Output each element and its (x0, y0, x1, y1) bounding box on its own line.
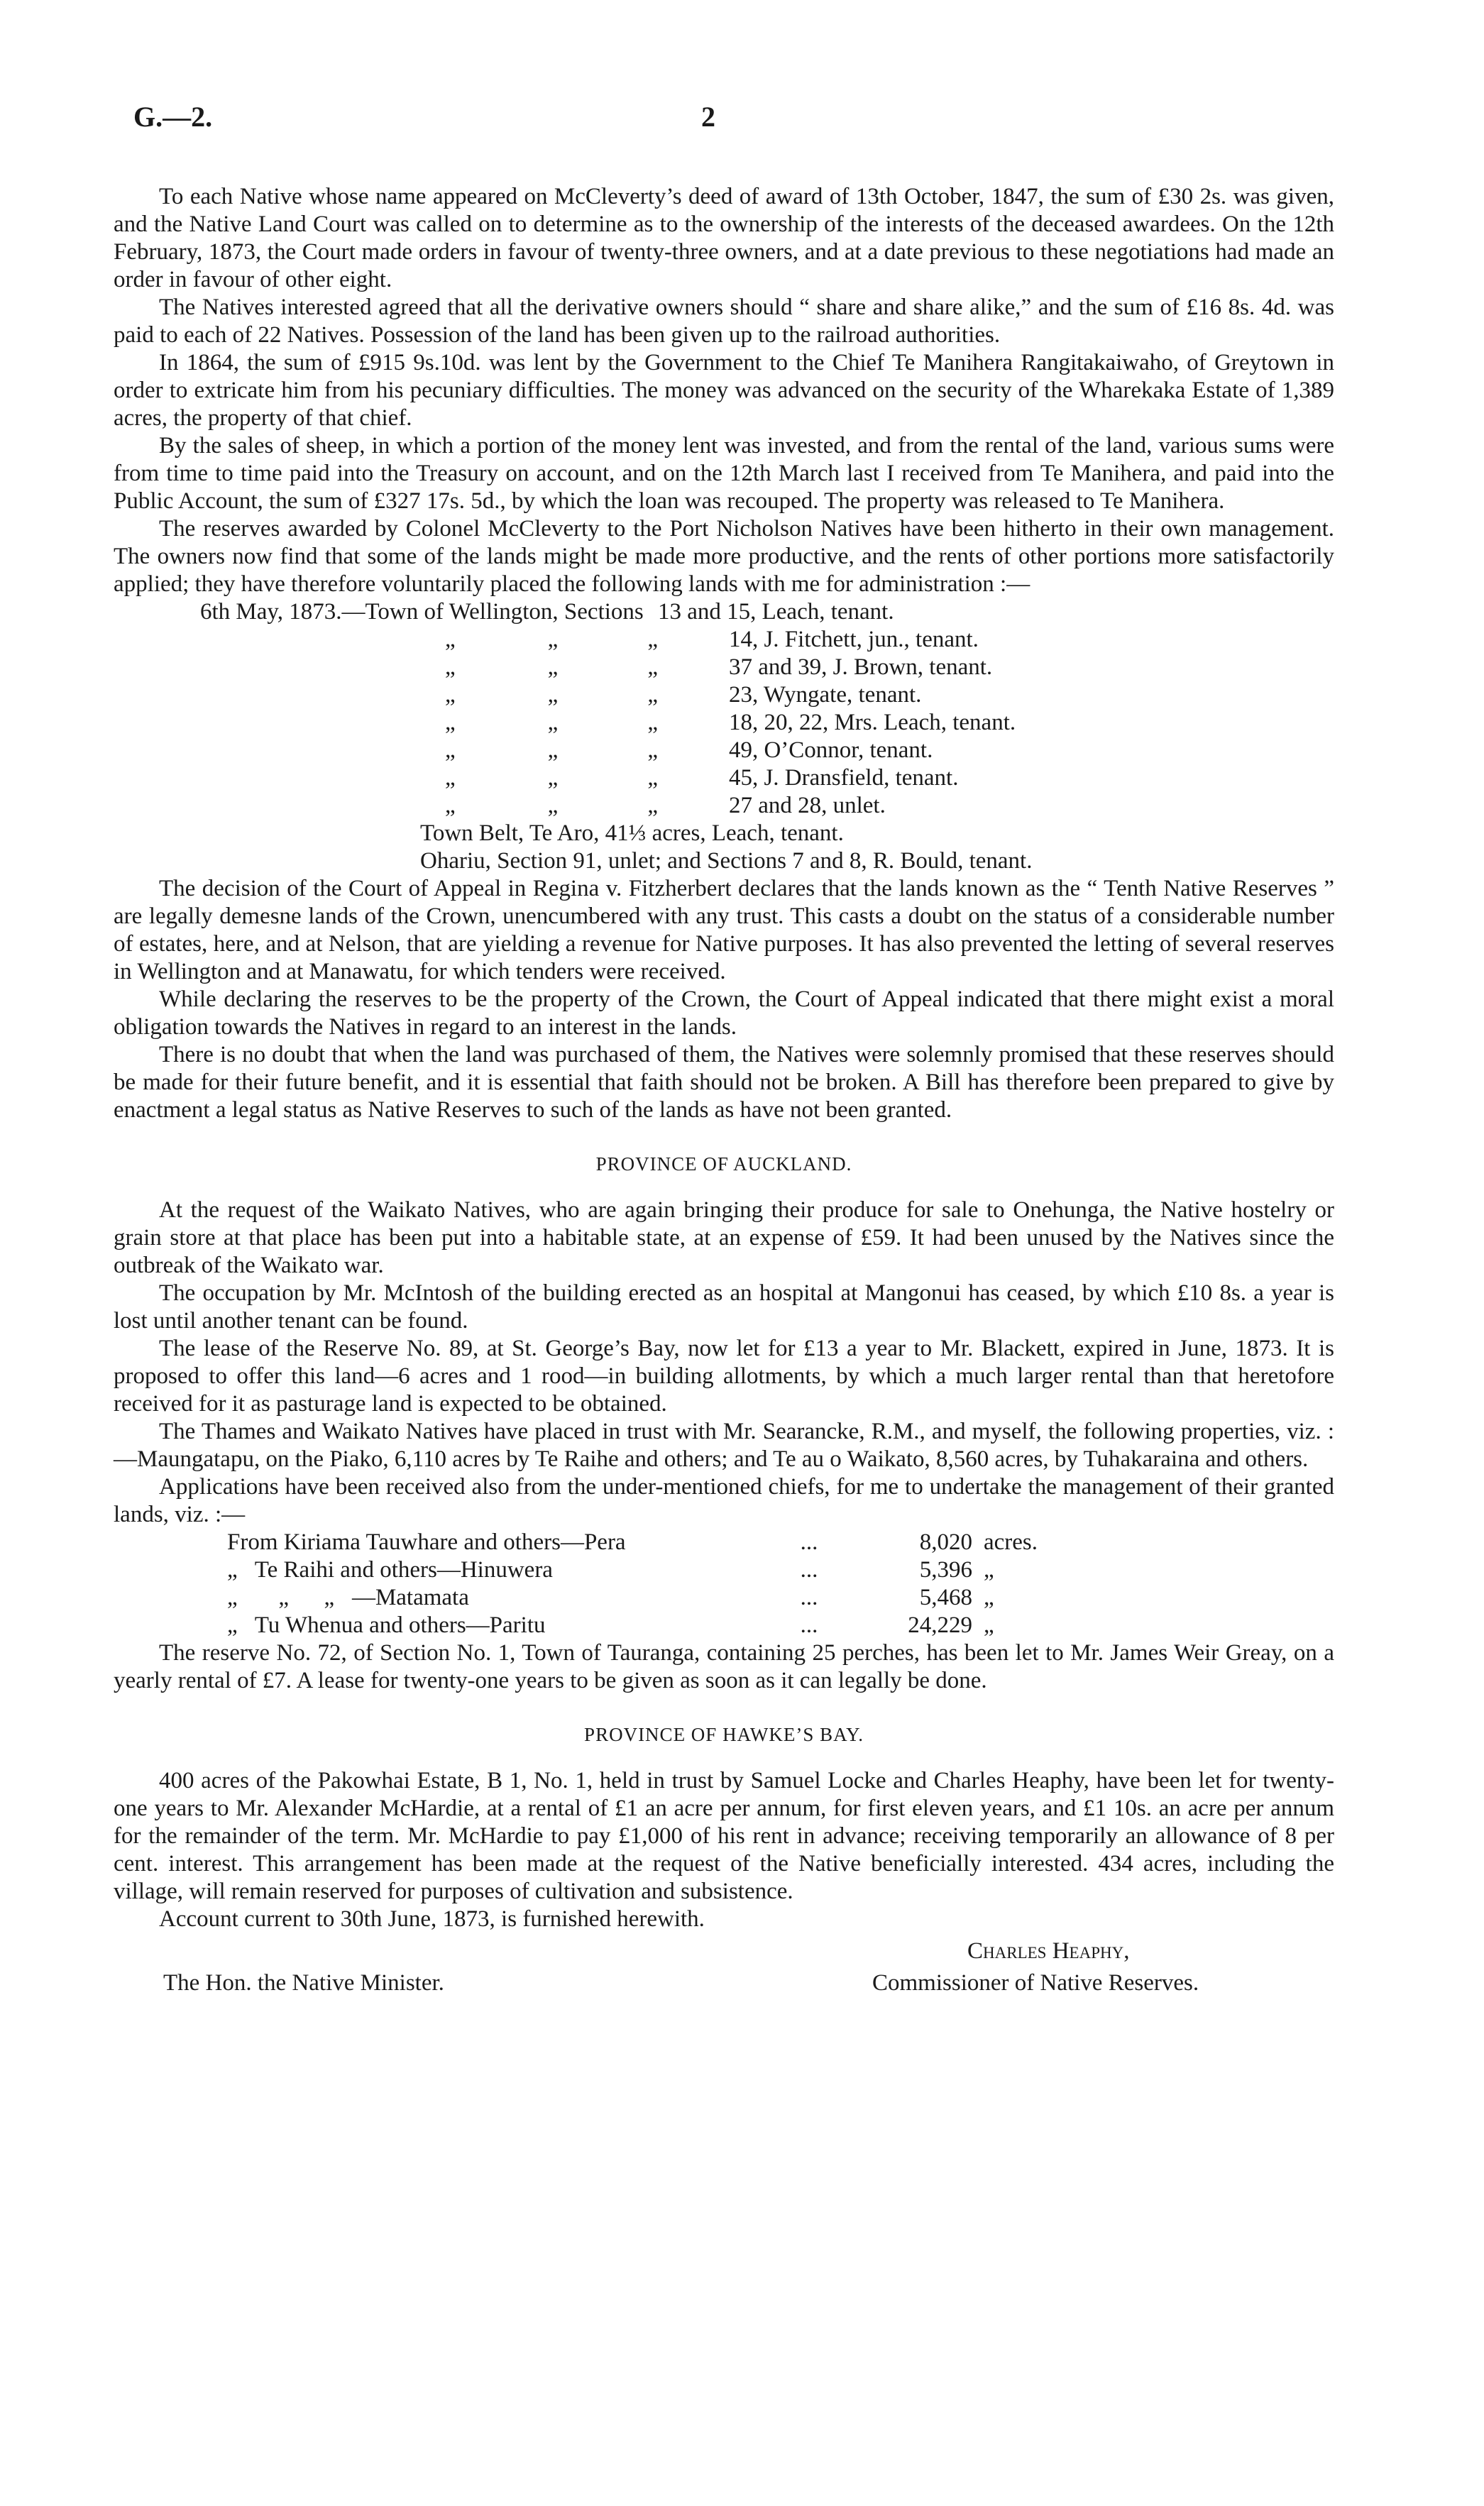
lease-list (200, 598, 1016, 820)
paragraph: There is no doubt that when the land was purchased of them, the Natives were solemnly promised that these reserves should be made for their future benefit, and it is essential that faith should not be broken. A Bill has therefore been prepared to give by enactment a legal status as Native Reserves to such of the lands as have not been granted. (114, 1042, 1334, 1123)
application-unit: „ (984, 1585, 994, 1610)
lease-row (200, 709, 1016, 737)
leader-dots: ... (800, 1557, 818, 1583)
section-heading-auckland: PROVINCE OF AUCKLAND. (595, 1153, 852, 1175)
ditto-mark: „ (547, 793, 559, 818)
leader-dots: ... (800, 1612, 818, 1638)
ditto-mark: „ (445, 682, 456, 708)
lease-detail: 49, O’Connor, tenant. (728, 737, 933, 763)
lease-row (200, 737, 1016, 764)
paragraph: While declaring the reserves to be the property of the Crown, the Court of Appeal indicated that there might exist a moral obligation towards the Natives in regard to an interest in the lands. (114, 987, 1334, 1040)
ditto-mark: „ (445, 793, 456, 818)
lease-detail: 13 and 15, Leach, tenant. (657, 599, 894, 625)
lease-row (200, 626, 1016, 654)
application-unit: acres. (984, 1529, 1038, 1555)
leader-dots: ... (800, 1529, 818, 1555)
paragraph: The occupation by Mr. McIntosh of the building erected as an hospital at Mangonui has ceased, by which £10 8s. a year is lost until another tenant can be found. (114, 1280, 1334, 1334)
ditto-mark: „ (547, 765, 559, 791)
paragraph: The reserves awarded by Colonel McCleverty to the Port Nicholson Natives have been hitherto in their own management. The owners now find that some of the lands might be made more productive, and the rents of other portions more satisfactorily applied; they have therefore voluntarily placed the following lands with me for administration :— (114, 516, 1334, 597)
addressee: The Hon. the Native Minister. (163, 1970, 444, 1996)
application-unit: „ (984, 1612, 994, 1638)
signature-block (114, 1938, 1334, 1999)
page-number: 2 (701, 101, 715, 133)
application-row (227, 1529, 1048, 1556)
application-row (227, 1556, 1048, 1584)
ditto-mark: „ (647, 682, 658, 708)
application-label: From Kiriama Tauwhare and others—Pera (227, 1529, 626, 1555)
section-heading-hawkes-bay: PROVINCE OF HAWKE’S BAY. (584, 1724, 864, 1745)
ditto-mark: „ (547, 710, 559, 735)
paragraph: The Natives interested agreed that all the derivative owners should “ share and share alike,” and the sum of £16 8s. 4d. was paid to each of 22 Natives. Possession of the land has been given up to the railroad authorities. (114, 295, 1334, 348)
application-row (227, 1612, 1048, 1639)
application-row (227, 1584, 1048, 1612)
paragraph: Applications have been received also from the under-mentioned chiefs, for me to undertake the management of their granted lands, viz. :— (114, 1474, 1334, 1527)
ditto-mark: „ (547, 654, 559, 680)
signer-title: Commissioner of Native Reserves. (872, 1970, 1199, 1996)
application-acres: 5,396 (919, 1557, 972, 1583)
paragraph: The reserve No. 72, of Section No. 1, Town of Tauranga, containing 25 perches, has been let to Mr. James Weir Greay, on a yearly rental of £7. A lease for twenty-one years to be given as soon as it can legally be done. (114, 1640, 1334, 1693)
paragraph: In 1864, the sum of £915 9s.10d. was lent by the Government to the Chief Te Manihera Rangitakaiwaho, of Greytown in order to extricate him from his pecuniary difficulties. The money was advanced on the security of the Wharekaka Estate of 1,389 acres, the property of that chief. (114, 350, 1334, 431)
lease-detail: 18, 20, 22, Mrs. Leach, tenant. (728, 710, 1016, 735)
ditto-mark: „ (547, 737, 559, 763)
application-acres: 8,020 (919, 1529, 972, 1555)
application-label: „ Tu Whenua and others—Paritu (227, 1612, 546, 1638)
ditto-mark: „ (445, 627, 456, 652)
leader-dots: ... (800, 1585, 818, 1610)
paragraph: The decision of the Court of Appeal in Regina v. Fitzherbert declares that the lands known as the “ Tenth Native Reserves ” are legally demesne lands of the Crown, unencumbered with any trust. This casts a doubt on the status of a considerable number of estates, here, and at Nelson, that are yielding a revenue for Native purposes. It has also prevented the letting of several reserves in Wellington and at Manawatu, for which tenders were received. (114, 876, 1334, 984)
document-reference: G.—2. (133, 101, 213, 133)
paragraph: To each Native whose name appeared on McCleverty’s deed of award of 13th October, 1847, the sum of £30 2s. was given, and the Native Land Court was called on to determine as to the ownership of the interests of the deceased awardees. On the 12th February, 1873, the Court made orders in favour of twenty-three owners, and at a date previous to these negotiations had made an order in favour of other eight. (114, 184, 1334, 292)
lease-date: 6th May, 1873.—Town of Wellington, Sections (200, 599, 644, 625)
lease-detail: 27 and 28, unlet. (728, 793, 886, 818)
lease-detail: 23, Wyngate, tenant. (728, 682, 922, 708)
lease-detail: 45, J. Dransfield, tenant. (728, 765, 959, 791)
ditto-mark: „ (647, 627, 658, 652)
paragraph: The Thames and Waikato Natives have placed in trust with Mr. Searancke, R.M., and myself, the following properties, viz. :—Maungatapu, on the Piako, 6,110 acres by Te Raihe and others; and Te au o Waikato, 8,560 acres, by Tuhakaraina and others. (114, 1419, 1334, 1472)
ditto-mark: „ (445, 765, 456, 791)
lease-row (200, 654, 1016, 681)
ditto-mark: „ (547, 682, 559, 708)
ditto-mark: „ (547, 627, 559, 652)
lease-row (200, 681, 1016, 709)
lease-extra-line: Ohariu, Section 91, unlet; and Sections 7 and 8, R. Bould, tenant. (420, 848, 1033, 874)
paragraph: At the request of the Waikato Natives, who are again bringing their produce for sale to Onehunga, the Native hostelry or grain store at that place has been put into a habitable state, at an expense of £59. It had been unused by the Natives since the outbreak of the Waikato war. (114, 1197, 1334, 1278)
ditto-mark: „ (647, 737, 658, 763)
ditto-mark: „ (647, 710, 658, 735)
lease-detail: 37 and 39, J. Brown, tenant. (728, 654, 993, 680)
ditto-mark: „ (445, 737, 456, 763)
body-text (114, 183, 1334, 1999)
application-acres: 24,229 (908, 1612, 972, 1638)
paragraph: By the sales of sheep, in which a portion of the money lent was invested, and from the rental of the land, various sums were from time to time paid into the Treasury on account, and on the 12th March last I received from Te Manihera, and paid into the Public Account, the sum of £327 17s. 5d., by which the loan was recouped. The property was released to Te Manihera. (114, 433, 1334, 514)
signer-name: Charles Heaphy, (967, 1938, 1130, 1964)
lease-extra-line: Town Belt, Te Aro, 41⅓ acres, Leach, tenant. (420, 820, 844, 846)
lease-row (200, 764, 1016, 792)
ditto-mark: „ (647, 765, 658, 791)
page-header (133, 103, 1349, 138)
applications-table (227, 1529, 1048, 1639)
application-unit: „ (984, 1557, 994, 1583)
lease-detail: 14, J. Fitchett, jun., tenant. (728, 627, 979, 652)
lease-row (200, 792, 1016, 820)
application-acres: 5,468 (919, 1585, 972, 1610)
paragraph: Account current to 30th June, 1873, is furnished herewith. (159, 1906, 705, 1932)
paragraph: The lease of the Reserve No. 89, at St. George’s Bay, now let for £13 a year to Mr. Blackett, expired in June, 1873. It is proposed to offer this land—6 acres and 1 rood—in building allotments, by which a much larger rental than that heretofore received for it as pasturage land is expected to be obtained. (114, 1336, 1334, 1417)
paragraph: 400 acres of the Pakowhai Estate, B 1, No. 1, held in trust by Samuel Locke and Charles Heaphy, have been let for twenty-one years to Mr. Alexander McHardie, at a rental of £1 an acre per annum, for first eleven years, and £1 10s. an acre per annum for the remainder of the term. Mr. McHardie to pay £1,000 of his rent in advance; receiving temporarily an allowance of 8 per cent. interest. This arrangement has been made at the request of the Native beneficially interested. 434 acres, including the village, will remain reserved for purposes of cultivation and subsistence. (114, 1768, 1334, 1904)
ditto-mark: „ (445, 710, 456, 735)
application-label: „ „ „ —Matamata (227, 1585, 469, 1610)
application-label: „ Te Raihi and others—Hinuwera (227, 1557, 553, 1583)
ditto-mark: „ (647, 654, 658, 680)
ditto-mark: „ (445, 654, 456, 680)
lease-row (200, 598, 1016, 626)
ditto-mark: „ (647, 793, 658, 818)
